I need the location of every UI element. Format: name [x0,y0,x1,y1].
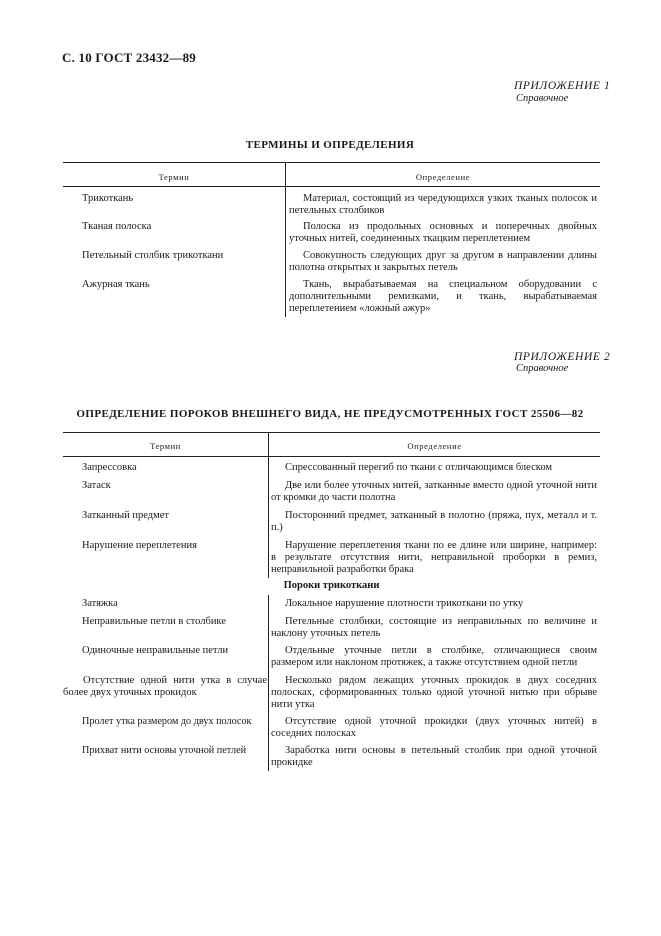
table1-row-def: Материал, состоящий из чередующихся узких тканых полосок и петельных столбиков [289,193,597,216]
table2-row-def: Посторонний предмет, затканный в полотно (пряжа, пух, металл и т. п.) [271,510,597,533]
table2-row-def: Заработка нити основы в петельный столбик при одной уточной прокидке [271,745,597,768]
table2-col-divider-upper [268,432,269,578]
appendix1-sub: Справочное [516,93,569,104]
table2-row-term: Запрессовка [82,462,137,473]
table2-row-def: Спрессованный перегиб по ткани с отличающимся блеском [285,462,553,473]
table2-row-term: Неправильные петли в столбике [82,616,226,627]
table1-top-rule [63,162,600,163]
table2-top-rule [63,432,600,433]
table2-head-rule [63,456,600,457]
appendix2-title: ОПРЕДЕЛЕНИЕ ПОРОКОВ ВНЕШНЕГО ВИДА, НЕ ПРЕДУСМОТРЕННЫХ ГОСТ 25506—82 [76,408,584,420]
appendix2-label: ПРИЛОЖЕНИЕ 2 [514,351,611,363]
table2-row-term: Одиночные неправильные петли [82,645,229,656]
table2-row-def: Петельные столбики, состоящие из неправильных по величине и наклону уточных петель [271,616,597,639]
appendix1-title: ТЕРМИНЫ И ОПРЕДЕЛЕНИЯ [245,139,415,151]
table1-row-def: Полоска из продольных основных и поперечных двойных уточных нитей, соединенных ткацким переплетением [289,221,597,244]
table1-col-divider [285,162,286,317]
table1-row-def: Ткань, вырабатываемая на специальном оборудовании с дополнительными ремизками, и ткань, вырабатываемая переплетением «ложный ажур» [289,279,597,314]
table1-row-def: Совокупность следующих друг за другом в направлении длины полотна открытых и закрытых петель [289,250,597,273]
page-header: С. 10 ГОСТ 23432—89 [62,50,196,65]
table2-row-def: Локальное нарушение плотности трикоткани по утку [285,598,524,609]
appendix2-sub: Справочное [516,363,569,374]
table2-row-term: Отсутствие одной нити утка в случае более двух уточных прокидок [63,675,267,698]
table2-row-def: Нарушение переплетения ткани по ее длине или ширине, например: в результате отсутствия нити, неправильной проборки в ремиз, неправильной разработки брака [271,540,597,575]
table1-col-term: Термин [158,172,190,182]
table2-row-def: Отдельные уточные петли в столбике, отличающиеся своим размером или наклоном протяжек, а также отсутствием одной петли [271,645,597,668]
table1-row-term: Петельный столбик трикоткани [82,250,224,261]
table1-row-term: Тканая полоска [82,221,152,232]
table1-row-term: Трикоткань [82,193,134,204]
table1-head-rule [63,186,600,187]
table1-row-term: Ажурная ткань [82,279,150,290]
table1-col-def: Определение [415,172,471,182]
table2-row-def: Отсутствие одной уточной прокидки (двух уточных нитей) в соседних полосках [271,716,597,739]
table2-col-def: Определение [407,441,462,451]
table2-row-term: Затяжка [82,598,118,609]
table2-col-divider-lower [268,595,269,771]
table2-row-term: Затканный предмет [82,510,170,521]
table2-row-term: Пролет утка размером до двух полосок [82,716,252,727]
table2-row-term: Прихват нити основы уточной петлей [82,745,247,756]
table2-col-term: Термин [150,441,181,451]
table2-row-def: Две или более уточных нитей, затканные вместо одной уточной нити от кромки до части полотна [271,480,597,503]
appendix1-label: ПРИЛОЖЕНИЕ 1 [514,80,611,92]
table2-row-term: Нарушение переплетения [82,540,197,551]
table2-row-term: Затаск [82,480,111,491]
table2-row-def: Несколько рядом лежащих уточных прокидок в двух соседних полосках, сформированных только одной уточной нитью при обрыве нити утка [271,675,597,710]
subsection-title: Пороки трикоткани [283,580,380,591]
